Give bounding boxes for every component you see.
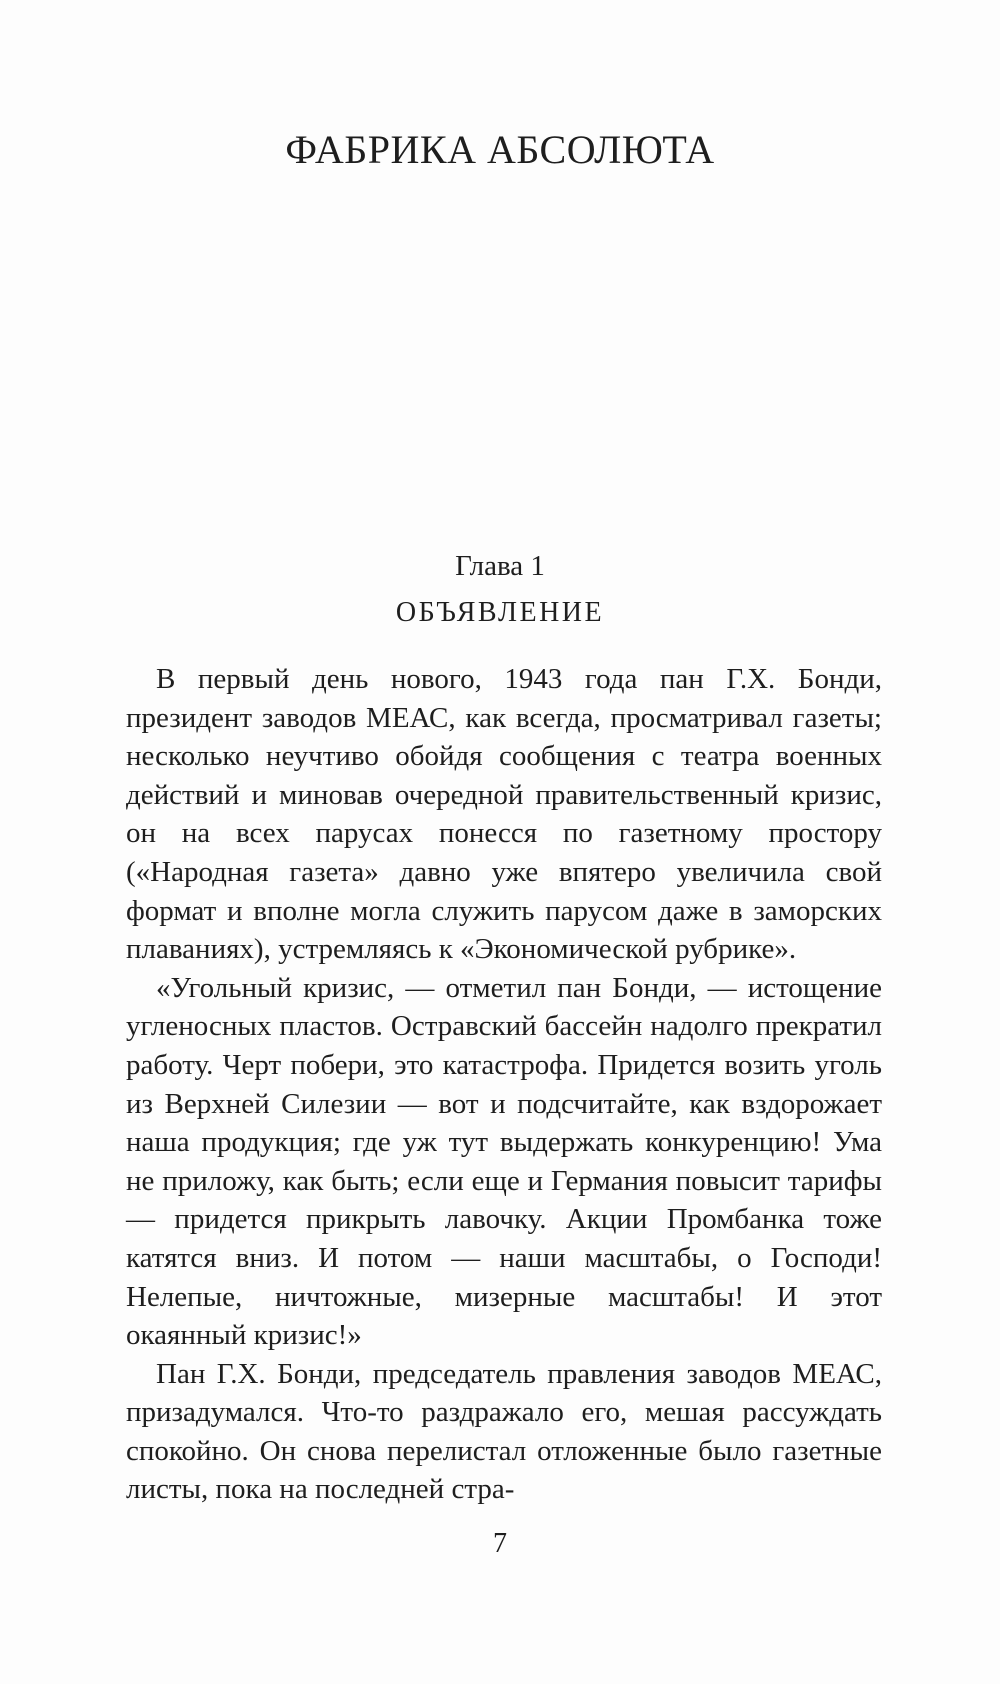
chapter-number: Глава 1 bbox=[455, 550, 545, 582]
paragraph-1: В первый день нового, 1943 года пан Г.Х. Бонди, президент заводов МЕАС, как всегда, просматривал газеты; несколько неучтиво обойдя сообщения с театра военных действий и миновав очередной правительственный кризис, он на всех парусах понесся по газетному простору («Народная газета» давно уже впятеро увеличила свой формат и вполне могла служить парусом даже в заморских плаваниях), устремляясь к «Экономической рубрике». bbox=[126, 663, 882, 966]
paragraph-2: «Угольный кризис, — отметил пан Бонди, — истощение угленосных пластов. Остравский бассейн надолго прекратил работу. Черт побери, это катастрофа. Придется возить уголь из Верхней Силезии — вот и подсчитайте, как вздорожает наша продукция; где уж тут выдержать конкуренцию! Ума не приложу, как быть; если еще и Германия повысит тарифы — придется прикрыть лавочку. Акции Промбанка тоже катятся вниз. И потом — наши масштабы, о Господи! Нелепые, ничтожные, мизерные масштабы! И этот окаянный кризис!» bbox=[126, 971, 882, 1352]
paragraph-3: Пан Г.Х. Бонди, председатель правления заводов МЕАС, призадумался. Что-то раздражало его, мешая рассуждать спокойно. Он снова перелистал отложенные было газетные листы, пока на последней стра- bbox=[126, 1357, 882, 1506]
book-title: ФАБРИКА АБСОЛЮТА bbox=[285, 127, 715, 172]
chapter-body bbox=[126, 660, 882, 1509]
chapter-title: ОБЪЯВЛЕНИЕ bbox=[395, 597, 605, 628]
page-number: 7 bbox=[493, 1528, 507, 1559]
